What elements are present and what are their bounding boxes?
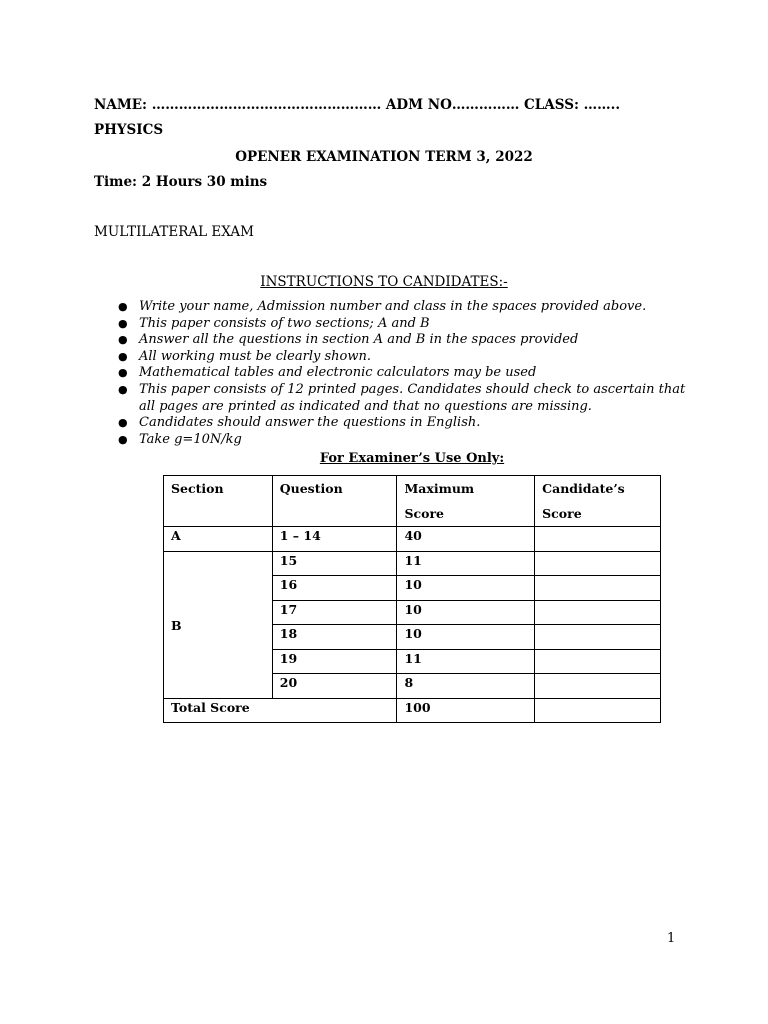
bullet-icon: ● [118,382,128,396]
instructions-title [0,274,768,290]
instruction-text: This paper consists of 12 printed pages. Candidates should check to ascertain that all pages are printed as indicated and that no questions are missing. [139,381,686,414]
exam-type: MULTILATERAL EXAM [94,224,254,240]
cell-question: 1 – 14 [272,527,397,552]
bullet-icon: ● [118,349,128,363]
cell-max-score: 10 [397,625,535,650]
cell-section-b: B [164,551,273,698]
cell-question: 18 [272,625,397,650]
examiner-use-title [0,451,768,466]
score-table [163,475,661,723]
cell-candidate-score [535,551,661,576]
cell-candidate-score [535,527,661,552]
exam-time: Time: 2 Hours 30 mins [94,174,268,190]
cell-candidate-score [535,576,661,601]
cell-max-score: 10 [397,600,535,625]
cell-max-score: 8 [397,674,535,699]
table-row [164,527,661,552]
cell-question: 16 [272,576,397,601]
instruction-text: Candidates should answer the questions in English. [139,415,481,431]
cell-question: 19 [272,649,397,674]
header-max-line1: Maximum [404,481,475,496]
subject-title: PHYSICS [94,122,164,138]
instruction-item [118,432,688,449]
header-max-line2: Score [404,506,444,521]
cell-total-candidate [535,698,661,723]
instruction-item [118,415,688,432]
instructions-title-text: INSTRUCTIONS TO CANDIDATES:- [260,274,508,290]
table-total-row [164,698,661,723]
instruction-item [118,349,688,366]
instruction-item [118,382,688,415]
header-section: Section [164,476,273,527]
cell-question: 15 [272,551,397,576]
bullet-icon: ● [118,432,128,446]
instruction-text: All working must be clearly shown. [139,348,371,364]
bullet-icon: ● [118,416,128,430]
bullet-icon: ● [118,300,128,313]
instruction-text: Write your name, Admission number and class in the spaces provided above. [139,299,647,314]
cell-section: A [164,527,273,552]
bullet-icon: ● [118,366,128,380]
instruction-text: Take g=10N/kg [139,431,242,447]
page-number: 1 [667,931,676,946]
cell-question: 20 [272,674,397,699]
name-adm-class-line: NAME: …………………………………………… ADM NO…………… CLASS: …….. [94,97,621,113]
instruction-text: This paper consists of two sections; A and B [139,315,430,331]
cell-candidate-score [535,625,661,650]
header-candidate-score [535,476,661,527]
cell-max-score: 11 [397,551,535,576]
exam-title [0,149,768,165]
exam-title-text: OPENER EXAMINATION TERM 3, 2022 [235,149,533,165]
header-question: Question [272,476,397,527]
instruction-text: Mathematical tables and electronic calculators may be used [139,365,537,381]
instructions-list [118,299,688,448]
instruction-item [118,299,688,316]
table-header-row [164,476,661,527]
bullet-icon: ● [118,316,128,330]
cell-max-score: 40 [397,527,535,552]
cell-total-max: 100 [397,698,535,723]
table-row [164,551,661,576]
instruction-item [118,332,688,349]
header-cand-line1: Candidate’s [542,481,625,496]
cell-total-label: Total Score [164,698,397,723]
cell-max-score: 10 [397,576,535,601]
instruction-text: Answer all the questions in section A and B in the spaces provided [139,332,579,348]
instruction-item [118,365,688,382]
examiner-use-title-text: For Examiner’s Use Only: [319,451,505,466]
cell-max-score: 11 [397,649,535,674]
cell-candidate-score [535,674,661,699]
header-maximum-score [397,476,535,527]
cell-candidate-score [535,600,661,625]
cell-candidate-score [535,649,661,674]
header-cand-line2: Score [542,506,582,521]
cell-question: 17 [272,600,397,625]
instruction-item [118,316,688,333]
bullet-icon: ● [118,333,128,347]
